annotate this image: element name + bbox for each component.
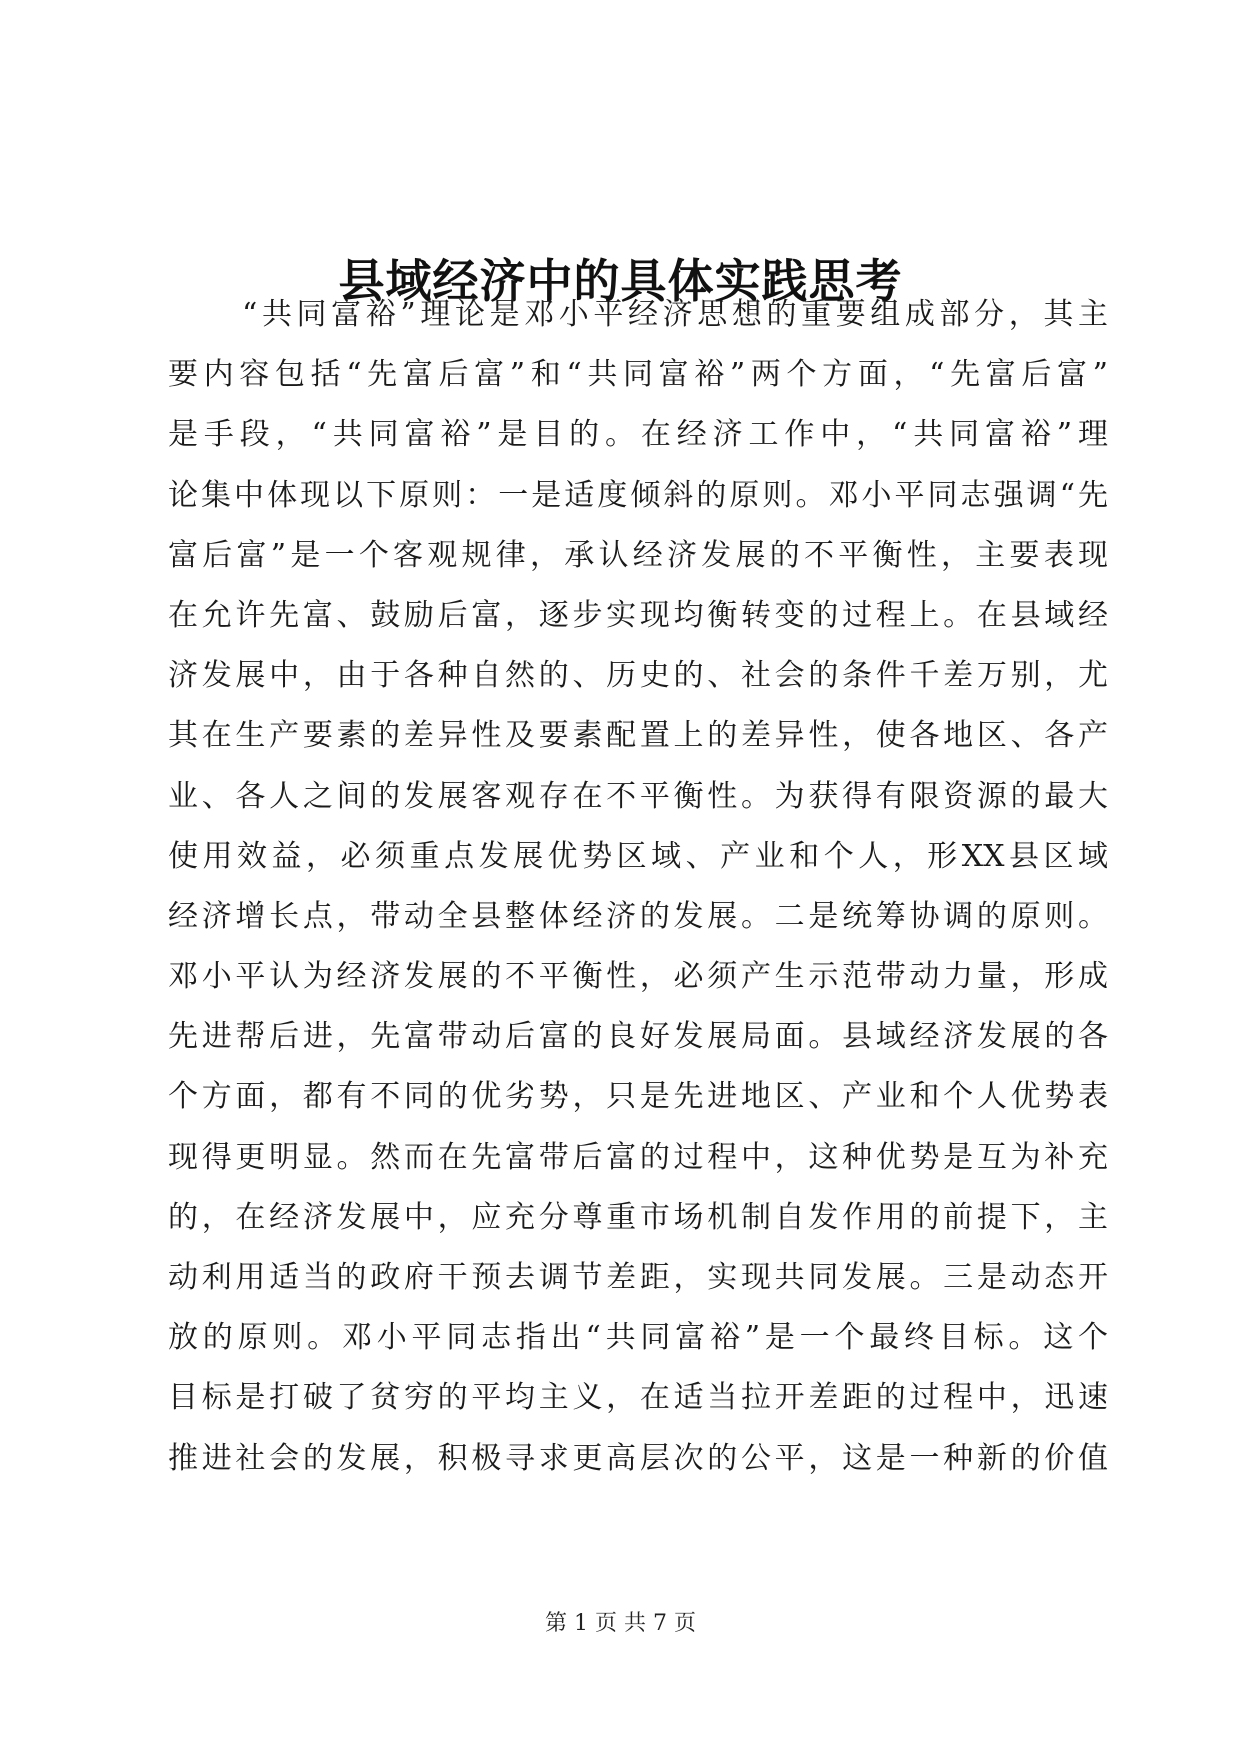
body-line: 经济增长点，带动全县整体经济的发展。二是统筹协调的原则。 [168,898,1108,934]
body-line: “共同富裕”理论是邓小平经济思想的重要组成部分，其主 [242,297,1108,332]
body-line: 现得更明显。然而在先富带后富的过程中，这种优势是互为补充 [168,1139,1108,1175]
body-line: 放的原则。邓小平同志指出“共同富裕”是一个最终目标。这个 [168,1320,1108,1356]
page-footer: 第 1 页 共 7 页 [545,1611,696,1636]
body-line: 在允许先富、鼓励后富，逐步实现均衡转变的过程上。在县域经 [168,597,1108,633]
body-line: 是手段，“共同富裕”是目的。在经济工作中，“共同富裕”理 [168,417,1108,453]
body-line: 邓小平认为经济发展的不平衡性，必须产生示范带动力量，形成 [168,959,1108,995]
body-line: 动利用适当的政府干预去调节差距，实现共同发展。三是动态开 [168,1260,1108,1295]
body-line: 推进社会的发展，积极寻求更高层次的公平，这是一种新的价值 [168,1440,1108,1476]
body-line: 使用效益，必须重点发展优势区域、产业和个人，形XX县区域 [168,838,1108,874]
body-line: 目标是打破了贫穷的平均主义，在适当拉开差距的过程中，迅速 [168,1380,1108,1416]
body-line: 业、各人之间的发展客观存在不平衡性。为获得有限资源的最大 [168,778,1108,814]
document-body [168,285,1108,1489]
body-line: 先进帮后进，先富带动后富的良好发展局面。县域经济发展的各 [168,1019,1108,1055]
body-line: 其在生产要素的差异性及要素配置上的差异性，使各地区、各产 [168,718,1108,754]
body-line: 要内容包括“先富后富”和“共同富裕”两个方面，“先富后富” [168,357,1108,393]
body-line: 论集中体现以下原则：一是适度倾斜的原则。邓小平同志强调“先 [168,477,1108,513]
body-line: 济发展中，由于各种自然的、历史的、社会的条件千差万别，尤 [168,658,1108,694]
body-line: 个方面，都有不同的优劣势，只是先进地区、产业和个人优势表 [168,1079,1108,1115]
body-line: 富后富”是一个客观规律，承认经济发展的不平衡性，主要表现 [168,537,1108,573]
body-line: 的，在经济发展中，应充分尊重市场机制自发作用的前提下，主 [168,1199,1108,1235]
document-title: 县域经济中的具体实践思考 [338,253,903,308]
